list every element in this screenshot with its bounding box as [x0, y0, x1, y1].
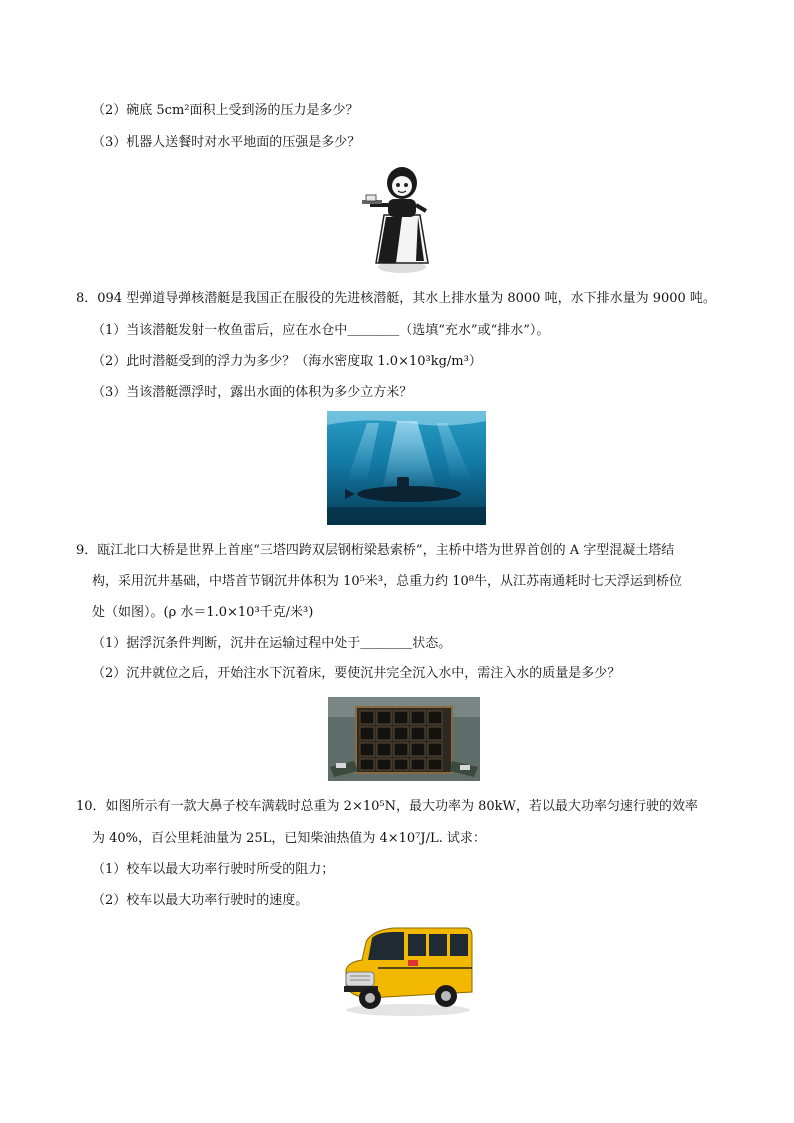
q7-sub3: （3）机器人送餐时对水平地面的压强是多少？: [92, 135, 361, 150]
q9-stem-line1: 9．瓯江北口大桥是世界上首座“三塔四跨双层钢桁梁悬索桥”，主桥中塔为世界首创的 A 字型混凝土塔结: [76, 543, 675, 558]
school-bus-figure: [338, 922, 476, 1018]
robot-waiter-figure: [362, 163, 436, 275]
q9-stem-line3: 处（如图）。(ρ 水＝1.0×10³千克/米³): [92, 605, 314, 620]
q9-sub2: （2）沉井就位之后，开始注水下沉着床，要使沉井完全沉入水中，需注入水的质量是多少？: [92, 666, 621, 681]
q10-sub2: （2）校车以最大功率行驶时的速度。: [92, 893, 309, 908]
q10-stem-line1: 10．如图所示有一款大鼻子校车满载时总重为 2×10⁵N，最大功率为 80kW，若以最大功率匀速行驶的效率: [76, 799, 698, 814]
q9-sub1: （1）据浮沉条件判断，沉井在运输过程中处于＿＿＿＿状态。: [92, 636, 452, 651]
submarine-figure: [327, 411, 486, 525]
q8-sub3: （3）当该潜艇漂浮时，露出水面的体积为多少立方米？: [92, 385, 413, 400]
q9-stem-line2: 构，采用沉井基础，中塔首节钢沉井体积为 10⁵米³，总重力约 10⁸牛，从江苏南通耗时七天浮运到桥位: [92, 574, 682, 589]
q10-sub1: （1）校车以最大功率行驶时所受的阻力；: [92, 862, 335, 877]
q8-sub2: （2）此时潜艇受到的浮力为多少？（海水密度取 1.0×10³kg/m³）: [92, 354, 482, 369]
q8-stem: 8．094 型弹道导弹核潜艇是我国正在服役的先进核潜艇，其水上排水量为 8000 吨，水下排水量为 9000 吨。: [76, 291, 716, 306]
caisson-figure: [328, 697, 480, 781]
q10-stem-line2: 为 40%，百公里耗油量为 25L，已知柴油热值为 4×10⁷J/L. 试求：: [92, 831, 486, 846]
q8-sub1: （1）当该潜艇发射一枚鱼雷后，应在水仓中＿＿＿＿（选填“充水”或“排水”）。: [92, 323, 550, 338]
q7-sub2: （2）碗底 5cm²面积上受到汤的压力是多少？: [92, 103, 359, 118]
